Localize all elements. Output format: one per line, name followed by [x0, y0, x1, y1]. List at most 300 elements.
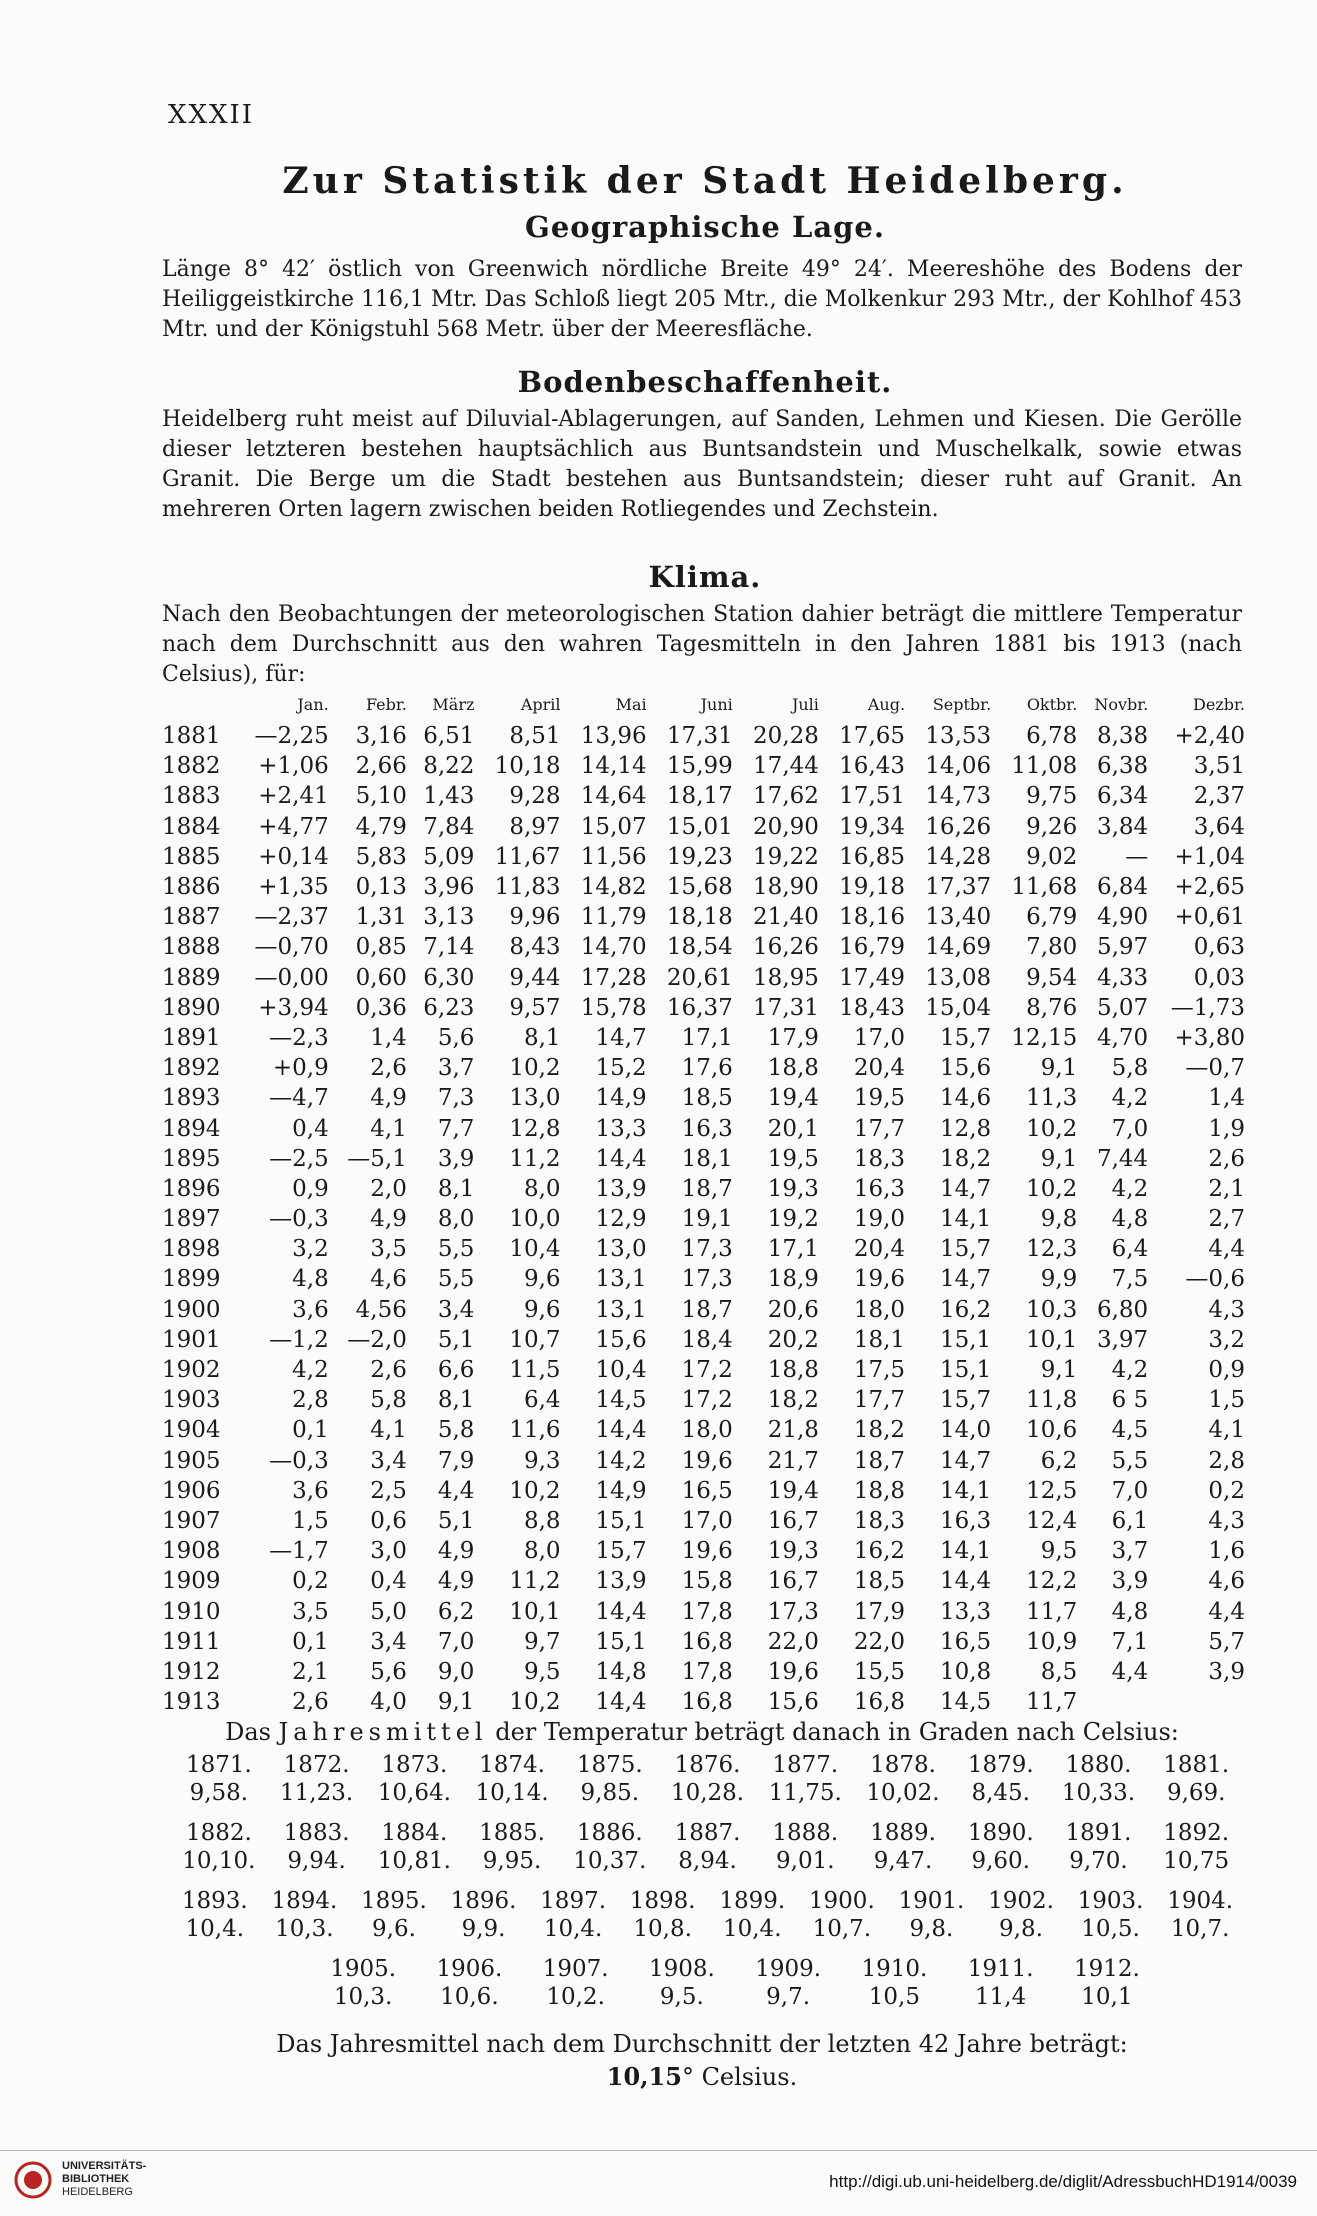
temperature-cell: 20,28: [753, 723, 819, 750]
temperature-cell: —0,3: [269, 1206, 329, 1233]
annual-year: 1910.: [861, 1956, 928, 1982]
annual-value: 10,75: [1163, 1848, 1230, 1874]
table-row: [162, 1204, 1247, 1234]
temperature-cell: 7,14: [423, 934, 475, 961]
temperature-cell: 13,1: [595, 1266, 647, 1293]
header-month: Dezbr.: [1193, 694, 1245, 714]
temperature-cell: 12,2: [1026, 1568, 1078, 1595]
temperature-cell: 14,4: [595, 1417, 647, 1444]
temperature-cell: 17,3: [767, 1598, 819, 1625]
temperature-cell: 15,07: [580, 813, 647, 840]
temperature-cell: 13,96: [580, 723, 647, 750]
annual-years-row: [170, 1888, 1245, 1914]
table-row: [162, 842, 1247, 872]
table-row: [162, 1476, 1247, 1506]
temperature-cell: 19,6: [681, 1447, 733, 1474]
temperature-cell: 16,2: [853, 1538, 906, 1565]
temperature-cell: 9,1: [437, 1689, 475, 1716]
annual-value: 11,4: [975, 1984, 1027, 2010]
row-year: 1896: [162, 1175, 221, 1202]
annual-year: 1875.: [576, 1752, 643, 1778]
annual-year: 1894.: [271, 1888, 338, 1914]
temperature-cell: 13,9: [595, 1568, 647, 1595]
temperature-cell: 9,0: [437, 1658, 475, 1685]
annual-value: 10,33.: [1061, 1780, 1136, 1806]
table-row: [162, 721, 1247, 751]
temperature-cell: 15,1: [939, 1357, 992, 1384]
temperature-cell: 6,4: [1111, 1236, 1149, 1263]
temperature-cell: 3,0: [370, 1538, 407, 1565]
temperature-cell: 8,5: [1040, 1658, 1078, 1685]
row-year: 1911: [162, 1628, 221, 1655]
annual-value: 10,2.: [546, 1984, 605, 2010]
annual-value: 10,5.: [1081, 1916, 1140, 1942]
klima-text: Nach den Beobachtungen der meteorologischen Station dahier beträgt die mittlere Temperatur nach dem Durchschnitt aus den wahren Tagesmitteln in den Jahren 1881 bis 1913 (nach Celsius), für:: [162, 602, 1242, 687]
row-year: 1909: [162, 1568, 221, 1595]
temperature-cell: 0,63: [1193, 934, 1245, 961]
temperature-cell: 15,1: [595, 1507, 647, 1534]
annual-value: 10,3.: [333, 1984, 393, 2010]
temperature-cell: 8,1: [437, 1175, 475, 1202]
temperature-cell: 18,0: [681, 1417, 733, 1444]
temperature-cell: +0,61: [1174, 904, 1245, 931]
final-value: 10,15: [606, 2062, 682, 2091]
table-row: [162, 1596, 1247, 1626]
temperature-cell: 15,6: [595, 1326, 647, 1353]
table-row: [162, 1234, 1247, 1264]
temperature-cell: 3,2: [1208, 1326, 1245, 1353]
temperature-cell: 9,5: [1040, 1538, 1078, 1565]
temperature-cell: 4,4: [1208, 1236, 1245, 1263]
temperature-cell: 13,40: [925, 904, 992, 931]
temperature-cell: 19,5: [767, 1145, 819, 1172]
temperature-cell: —0,3: [269, 1447, 329, 1474]
table-row: [162, 1627, 1247, 1657]
temperature-cell: 5,8: [1111, 1055, 1149, 1082]
annual-year: 1903.: [1077, 1888, 1144, 1914]
annual-year: 1905.: [330, 1956, 397, 1982]
logo-line-1: UNIVERSITÄTS-: [62, 2160, 147, 2172]
table-row: [162, 751, 1247, 781]
temperature-cell: 4,0: [370, 1689, 407, 1716]
annual-value: 11,75.: [768, 1780, 842, 1806]
temperature-cell: 8,76: [1026, 994, 1078, 1021]
temperature-cell: 8,1: [437, 1387, 475, 1414]
temperature-cell: 16,2: [939, 1296, 992, 1323]
header-month: Juni: [700, 694, 733, 714]
temperature-cell: 14,82: [580, 874, 647, 901]
temperature-cell: 6,30: [423, 964, 475, 991]
table-row: [162, 1264, 1247, 1294]
footer-divider: [0, 2150, 1317, 2151]
temperature-cell: 16,26: [753, 934, 819, 961]
row-year: 1900: [162, 1296, 221, 1323]
temperature-cell: 6,78: [1026, 723, 1078, 750]
temperature-cell: 2,5: [370, 1477, 407, 1504]
temperature-cell: 18,8: [767, 1055, 819, 1082]
temperature-cell: 12,8: [939, 1115, 992, 1142]
final-text: Das Jahresmittel nach dem Durchschnitt der letzten 42 Jahre beträgt:: [276, 2030, 1128, 2058]
table-row: [162, 872, 1247, 902]
temperature-cell: 17,8: [681, 1598, 733, 1625]
row-year: 1884: [162, 813, 221, 840]
temperature-cell: 18,54: [666, 934, 733, 961]
temperature-cell: 17,0: [853, 1024, 906, 1051]
temperature-cell: 14,9: [595, 1085, 647, 1112]
temperature-cell: 15,7: [939, 1024, 992, 1051]
temperature-cell: 3,5: [370, 1236, 407, 1263]
temperature-cell: 7,9: [437, 1447, 475, 1474]
temperature-cell: 3,9: [1111, 1568, 1149, 1595]
temperature-cell: 19,34: [839, 813, 906, 840]
temperature-cell: 16,3: [939, 1507, 992, 1534]
row-year: 1897: [162, 1206, 221, 1233]
temperature-cell: 14,64: [580, 783, 647, 810]
temperature-cell: 0,1: [292, 1628, 329, 1655]
temperature-cell: [1079, 1687, 1150, 1717]
temperature-cell: 11,2: [509, 1145, 561, 1172]
temperature-cell: 9,28: [509, 783, 561, 810]
annual-value: 9,69.: [1166, 1780, 1226, 1806]
temperature-cell: 14,1: [939, 1538, 992, 1565]
temperature-cell: 0,36: [355, 994, 407, 1021]
temperature-cell: +4,77: [258, 813, 329, 840]
temperature-cell: 14,06: [925, 753, 992, 780]
temperature-cell: 13,3: [595, 1115, 647, 1142]
temperature-cell: 21,8: [767, 1417, 819, 1444]
temperature-cell: 17,65: [839, 723, 906, 750]
temperature-cell: 15,68: [666, 874, 733, 901]
temperature-cell: +2,40: [1174, 723, 1245, 750]
temperature-cell: 17,1: [681, 1024, 733, 1051]
temperature-cell: 14,14: [580, 753, 647, 780]
temperature-cell: 4,1: [1208, 1417, 1245, 1444]
temperature-cell: 2,8: [292, 1387, 329, 1414]
temperature-cell: 8,1: [523, 1024, 561, 1051]
temperature-cell: 12,3: [1026, 1236, 1078, 1263]
temperature-cell: 18,43: [839, 994, 906, 1021]
temperature-cell: 0,4: [370, 1568, 407, 1595]
temperature-cell: 2,6: [292, 1689, 329, 1716]
annual-value: 10,1: [1081, 1984, 1133, 2010]
temperature-cell: 14,7: [939, 1447, 992, 1474]
temperature-cell: —2,3: [269, 1024, 329, 1051]
row-year: 1908: [162, 1538, 221, 1565]
temperature-cell: 14,2: [595, 1447, 647, 1474]
temperature-cell: 4,4: [1111, 1658, 1149, 1685]
temperature-cell: 3,16: [355, 723, 407, 750]
temperature-cell: 17,62: [753, 783, 819, 810]
temperature-cell: 19,23: [666, 843, 733, 870]
temperature-cell: 3,4: [437, 1296, 475, 1323]
header-month: April: [520, 694, 561, 714]
temperature-cell: 20,6: [767, 1296, 819, 1323]
temperature-cell: 3,6: [292, 1477, 329, 1504]
annual-value: 10,3.: [275, 1916, 334, 1942]
temperature-cell: 5,7: [1208, 1628, 1245, 1655]
annual-year: 1912.: [1073, 1956, 1140, 1982]
temperature-cell: 18,3: [853, 1507, 906, 1534]
temperature-cell: 18,16: [839, 904, 906, 931]
temperature-cell: 3,51: [1193, 753, 1245, 780]
annual-intro-spaced: Jahresmittel: [278, 1718, 488, 1746]
temperature-cell: 7,0: [1111, 1477, 1149, 1504]
temperature-cell: 11,56: [580, 843, 647, 870]
temperature-cell: 1,9: [1208, 1115, 1245, 1142]
temperature-cell: 9,8: [1040, 1206, 1078, 1233]
temperature-cell: 7,5: [1111, 1266, 1149, 1293]
temperature-cell: 20,4: [853, 1236, 906, 1263]
table-header-row: [162, 693, 1247, 721]
temperature-cell: 1,4: [1208, 1085, 1245, 1112]
row-year: 1912: [162, 1658, 221, 1685]
annual-intro-pre: Das: [225, 1718, 279, 1746]
temperature-cell: 18,8: [767, 1357, 819, 1384]
temperature-cell: —2,0: [347, 1326, 407, 1353]
temperature-cell: +1,06: [258, 753, 329, 780]
temperature-cell: 4,8: [1111, 1206, 1149, 1233]
temperature-cell: 10,18: [494, 753, 561, 780]
temperature-cell: 2,1: [1208, 1175, 1245, 1202]
temperature-cell: 2,6: [370, 1357, 407, 1384]
annual-value: 9,94.: [287, 1848, 346, 1874]
annual-year: 1907.: [542, 1956, 609, 1982]
temperature-cell: 2,37: [1193, 783, 1245, 810]
temperature-cell: 4,8: [292, 1266, 329, 1293]
temperature-cell: 18,1: [681, 1145, 733, 1172]
temperature-cell: 16,5: [939, 1628, 992, 1655]
temperature-cell: 12,5: [1026, 1477, 1078, 1504]
temperature-cell: 15,1: [595, 1628, 647, 1655]
annual-year: 1877.: [772, 1752, 839, 1778]
temperature-cell: 5,09: [423, 843, 475, 870]
temperature-cell: 4,2: [1111, 1357, 1149, 1384]
temperature-cell: 18,0: [853, 1296, 906, 1323]
row-year: 1886: [162, 874, 221, 901]
temperature-cell: 18,90: [753, 874, 819, 901]
temperature-cell: —5,1: [347, 1145, 407, 1172]
temperature-cell: 19,6: [681, 1538, 733, 1565]
temperature-cell: 17,0: [681, 1507, 733, 1534]
temperature-cell: 7,80: [1026, 934, 1078, 961]
temperature-cell: 11,08: [1011, 753, 1078, 780]
annual-year: 1873.: [381, 1752, 448, 1778]
paragraph-bodenbeschaffenheit: [162, 405, 1242, 525]
temperature-cell: 5,5: [1111, 1447, 1149, 1474]
temperature-cell: 5,07: [1096, 994, 1149, 1021]
temperature-cell: 5,5: [437, 1236, 475, 1263]
paragraph-geographische-lage: [162, 255, 1242, 345]
temperature-cell: 20,4: [853, 1055, 906, 1082]
temperature-cell: 11,68: [1011, 874, 1078, 901]
temperature-cell: 6 5: [1111, 1387, 1149, 1414]
annual-value: 11,23.: [280, 1780, 354, 1806]
row-year: 1903: [162, 1387, 221, 1414]
temperature-cell: 0,4: [292, 1115, 329, 1142]
annual-year: 1886.: [576, 1820, 643, 1846]
temperature-cell: 4,79: [355, 813, 407, 840]
temperature-cell: 8,22: [423, 753, 475, 780]
temperature-cell: 9,96: [509, 904, 561, 931]
temperature-cell: 19,3: [767, 1538, 819, 1565]
temperature-cell: 6,79: [1026, 904, 1078, 931]
temperature-cell: 19,3: [767, 1175, 819, 1202]
annual-year: 1882.: [185, 1820, 252, 1846]
temperature-cell: 22,0: [767, 1628, 819, 1655]
boden-text: Heidelberg ruht meist auf Diluvial-Ablagerungen, auf Sanden, Lehmen und Kiesen. Die Gerölle dieser letzteren bestehen hauptsächlich aus Buntsandstein und Muschelkalk, sowie etwas Granit. Die Berge um die Stadt bestehen aus Buntsandstein; dieser ruht auf Granit. An mehreren Orten lagern zwischen beiden Rotliegendes und Zechstein.: [162, 407, 1242, 522]
temperature-cell: 14,5: [595, 1387, 647, 1414]
temperature-cell: 19,6: [767, 1658, 819, 1685]
temperature-cell: 10,0: [509, 1206, 561, 1233]
table-row: [162, 1536, 1247, 1566]
temperature-cell: 5,97: [1096, 934, 1149, 961]
temperature-cell: 8,0: [523, 1175, 561, 1202]
temperature-cell: 6,1: [1111, 1507, 1149, 1534]
annual-value: 9,7.: [766, 1984, 811, 2010]
temperature-cell: 9,5: [523, 1658, 561, 1685]
annual-year: 1899.: [719, 1888, 786, 1914]
row-year: 1904: [162, 1417, 221, 1444]
annual-year: 1892.: [1163, 1820, 1230, 1846]
logo-text: [62, 2160, 146, 2199]
temperature-cell: 14,8: [595, 1658, 647, 1685]
temperature-cell: 10,2: [509, 1689, 561, 1716]
annual-intro: [162, 1718, 1242, 1746]
temperature-cell: 4,90: [1096, 904, 1149, 931]
row-year: 1895: [162, 1145, 221, 1172]
header-month: Oktbr.: [1026, 694, 1078, 714]
logo-line-3: HEIDELBERG: [62, 2186, 133, 2198]
temperature-cell: 13,3: [939, 1598, 992, 1625]
temperature-cell: —1,2: [269, 1326, 329, 1353]
table-row: [162, 781, 1247, 811]
annual-value: 10,7.: [812, 1916, 872, 1942]
annual-intro-post: der Temperatur beträgt danach in Graden nach Celsius:: [487, 1718, 1179, 1746]
temperature-cell: 4,3: [1208, 1296, 1245, 1323]
annual-year: 1896.: [450, 1888, 517, 1914]
temperature-cell: 0,60: [355, 964, 407, 991]
table-row: [162, 902, 1247, 932]
temperature-cell: 19,0: [853, 1206, 906, 1233]
temperature-cell: +0,9: [272, 1055, 329, 1082]
temperature-cell: +3,80: [1174, 1024, 1245, 1051]
temperature-cell: 6,2: [1040, 1447, 1078, 1474]
annual-value: 10,5: [868, 1984, 920, 2010]
row-year: 1892: [162, 1055, 221, 1082]
row-year: 1894: [162, 1115, 221, 1142]
temperature-cell: 4,56: [355, 1296, 407, 1323]
temperature-cell: 3,97: [1096, 1326, 1149, 1353]
temperature-cell: 16,3: [681, 1115, 733, 1142]
temperature-cell: 5,83: [355, 843, 407, 870]
temperature-cell: 1,5: [1208, 1387, 1245, 1414]
temperature-cell: 13,53: [925, 723, 992, 750]
temperature-cell: 10,2: [509, 1055, 561, 1082]
temperature-cell: 16,7: [767, 1568, 819, 1595]
temperature-cell: 8,8: [523, 1507, 561, 1534]
temperature-cell: 13,1: [595, 1296, 647, 1323]
temperature-cell: 18,3: [853, 1145, 906, 1172]
annual-value: 10,4.: [722, 1916, 782, 1942]
page-number: XXXII: [168, 100, 255, 130]
temperature-cell: 20,1: [767, 1115, 819, 1142]
table-row: [162, 812, 1247, 842]
temperature-cell: 13,0: [509, 1085, 561, 1112]
temperature-cell: 7,1: [1111, 1628, 1149, 1655]
row-year: 1899: [162, 1266, 221, 1293]
temperature-cell: 8,0: [523, 1538, 561, 1565]
temperature-cell: 14,4: [595, 1689, 647, 1716]
heading-klima: Klima.: [648, 560, 762, 594]
table-row: [162, 1446, 1247, 1476]
annual-value: 10,81.: [377, 1848, 451, 1874]
annual-year: 1887.: [674, 1820, 741, 1846]
table-row: [162, 993, 1247, 1023]
annual-value: 9,58.: [189, 1780, 249, 1806]
temperature-cell: —2,5: [269, 1145, 329, 1172]
temperature-cell: 0,6: [370, 1507, 407, 1534]
temperature-cell: 5,6: [437, 1024, 475, 1051]
temperature-cell: —2,25: [254, 723, 329, 750]
temperature-cell: 17,7: [853, 1115, 906, 1142]
temperature-cell: 6,4: [523, 1387, 561, 1414]
annual-value: 10,7.: [1170, 1916, 1230, 1942]
temperature-cell: —4,7: [269, 1085, 329, 1112]
table-row: [162, 1325, 1247, 1355]
annual-value: 10,28.: [670, 1780, 745, 1806]
table-row: [162, 1657, 1247, 1687]
temperature-cell: 11,2: [509, 1568, 561, 1595]
temperature-cell: 15,2: [595, 1055, 647, 1082]
temperature-cell: +1,35: [258, 874, 329, 901]
annual-value: 10,64.: [377, 1780, 451, 1806]
temperature-cell: 18,2: [939, 1145, 992, 1172]
temperature-cell: 9,44: [509, 964, 561, 991]
temperature-cell: 4,4: [437, 1477, 475, 1504]
annual-year: 1904.: [1167, 1888, 1234, 1914]
temperature-cell: +2,65: [1174, 874, 1245, 901]
temperature-cell: —1,7: [269, 1538, 329, 1565]
temperature-cell: 6,51: [423, 723, 475, 750]
annual-value: 10,10.: [182, 1848, 256, 1874]
temperature-cell: 16,5: [681, 1477, 733, 1504]
temperature-cell: 18,2: [767, 1387, 819, 1414]
source-url-link[interactable]: http://digi.ub.uni-heidelberg.de/diglit/AdressbuchHD1914/0039: [829, 2172, 1297, 2191]
temperature-cell: —: [1125, 843, 1149, 870]
temperature-cell: 3,9: [437, 1145, 475, 1172]
library-logo[interactable]: [14, 2160, 146, 2199]
temperature-cell: 3,4: [370, 1447, 407, 1474]
temperature-cell: 15,6: [939, 1055, 992, 1082]
temperature-cell: 15,7: [595, 1538, 647, 1565]
annual-value: 10,6.: [440, 1984, 499, 2010]
temperature-cell: 20,2: [767, 1326, 819, 1353]
annual-year: 1911.: [967, 1956, 1034, 1982]
annual-year: 1884.: [381, 1820, 448, 1846]
temperature-cell: 17,9: [767, 1024, 819, 1051]
temperature-cell: 10,3: [1026, 1296, 1078, 1323]
temperature-cell: 13,9: [595, 1175, 647, 1202]
temperature-cell: 0,9: [292, 1175, 329, 1202]
annual-years-row: [170, 1752, 1245, 1778]
annual-year: 1891.: [1065, 1820, 1132, 1846]
temperature-cell: 3,13: [423, 904, 475, 931]
temperature-cell: 0,85: [355, 934, 407, 961]
annual-year: 1880.: [1065, 1752, 1132, 1778]
header-month: Septbr.: [932, 694, 992, 714]
annual-years-row: [310, 1956, 1160, 1982]
temperature-cell: 16,8: [681, 1689, 733, 1716]
